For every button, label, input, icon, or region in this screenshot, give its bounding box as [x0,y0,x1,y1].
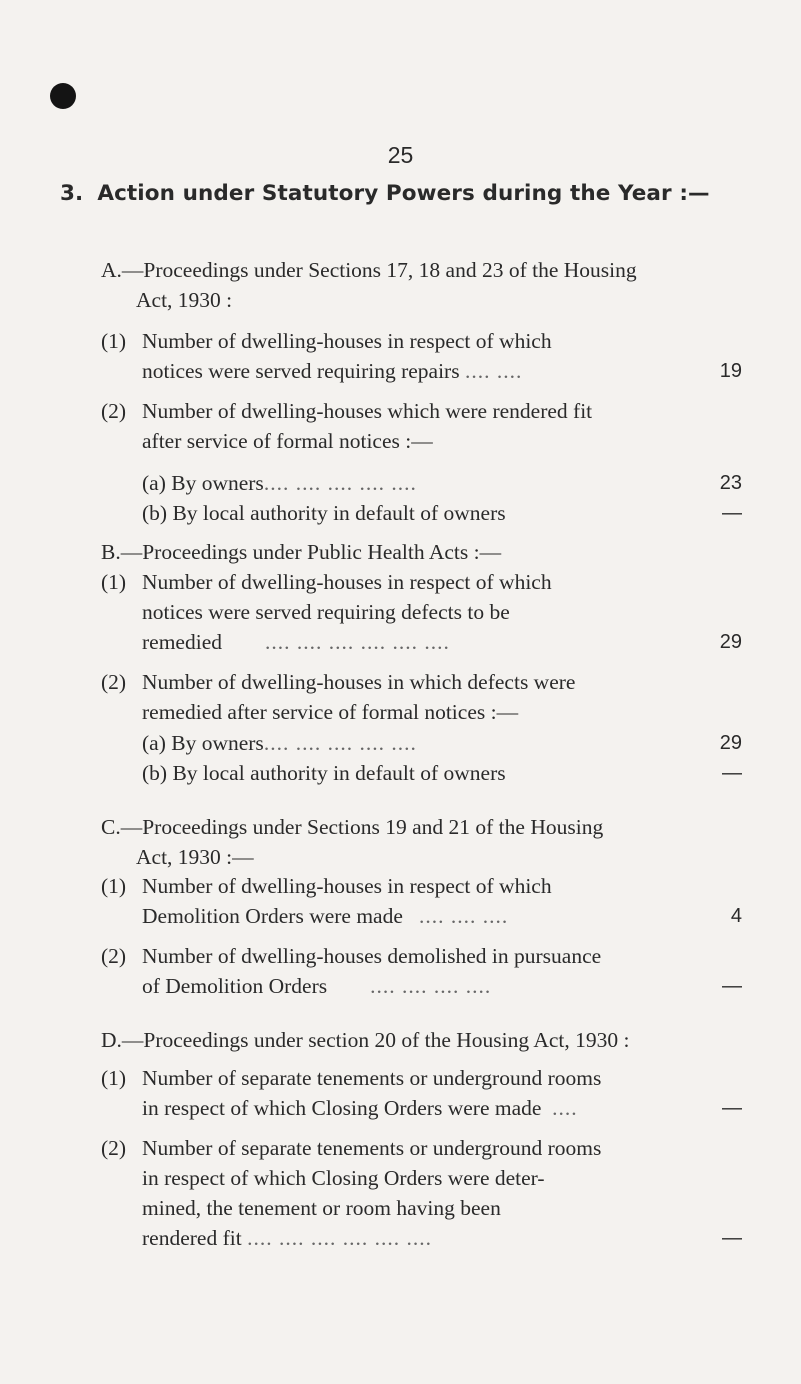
item-text-line: in respect of which Closing Orders were made [142,1096,542,1120]
item-text-line: notices were served requiring repairs [142,359,460,383]
item-number: (1) [101,329,127,353]
section-a-label-cont: Act, 1930 : [136,288,233,312]
item-text-line: Number of dwelling-houses in which defects were [142,670,576,694]
dot-leader: .... [552,1096,578,1120]
section-c-heading [101,812,603,872]
item-text-line: Number of separate tenements or underground rooms [142,1066,602,1090]
section-c-label: C.—Proceedings under Sections 19 and 21 of the Housing [101,815,604,839]
section-b-item-2 [101,667,737,727]
section-a-subitem-b [142,498,737,528]
item-text-line: Number of separate tenements or underground rooms [142,1136,602,1160]
dot-leader: .... .... .... [419,904,509,928]
dot-leader: .... .... [464,359,523,383]
section-c-item-1 [101,871,737,931]
dot-leader: .... .... .... .... [370,974,492,998]
subitem-label: (b) By local authority in default of owners [142,501,506,525]
dot-leader: .... .... .... .... .... .... [265,630,450,654]
subitem-label: (a) By owners [142,471,264,495]
item-number: (2) [101,1136,127,1160]
heading-title: Action under Statutory Powers during the Year :— [97,181,710,206]
item-number: (1) [101,570,127,594]
dot-leader: .... .... .... .... .... [263,731,417,755]
value-a-2a: 23 [719,472,742,494]
section-d-item-2 [101,1133,737,1253]
item-text-line: notices were served requiring defects to be [142,600,510,624]
section-b-heading [101,537,501,567]
section-b-subitem-b [142,758,737,788]
item-text-line: Number of dwelling-houses in respect of which [142,329,552,353]
heading-number: 3. [60,181,84,206]
section-a-heading [101,255,637,315]
value-c-2: — [722,975,742,997]
value-b-2b: — [722,762,742,784]
dot-leader: .... .... .... .... .... [263,471,417,495]
item-text-line: mined, the tenement or room having been [142,1196,501,1220]
value-c-1: 4 [730,905,742,927]
value-d-1: — [722,1097,742,1119]
item-text-line: Demolition Orders were made [142,904,403,928]
item-text-line: remedied after service of formal notices :— [142,700,519,724]
value-b-1: 29 [719,631,742,653]
item-text-line: Number of dwelling-houses demolished in pursuance [142,944,602,968]
subitem-label: (b) By local authority in default of owners [142,761,506,785]
item-text-line: remedied [142,630,222,654]
item-number: (2) [101,399,127,423]
section-b-subitem-a [142,728,737,758]
item-text-line: rendered fit [142,1226,242,1250]
item-text-line: after service of formal notices :— [142,429,433,453]
section-a-label: A.—Proceedings under Sections 17, 18 and 23 of the Housing [101,258,637,282]
section-b-label: B.—Proceedings under Public Health Acts :— [101,540,502,564]
section-b-item-1 [101,567,737,657]
page-number: 25 [387,142,414,168]
item-text-line: Number of dwelling-houses in respect of which [142,570,552,594]
item-number: (2) [101,670,127,694]
section-d-label: D.—Proceedings under section 20 of the Housing Act, 1930 : [101,1028,630,1052]
section-a-item-1 [101,326,737,386]
item-text-line: Number of dwelling-houses which were rendered fit [142,399,593,423]
item-text-line: of Demolition Orders [142,974,328,998]
section-heading [60,181,710,206]
subitem-label: (a) By owners [142,731,264,755]
item-number: (1) [101,874,127,898]
item-number: (2) [101,944,127,968]
section-c-item-2 [101,941,737,1001]
section-a-subitem-a [142,468,737,498]
value-b-2a: 29 [719,732,742,754]
item-number: (1) [101,1066,127,1090]
item-text-line: Number of dwelling-houses in respect of which [142,874,552,898]
section-d-heading [101,1025,629,1055]
item-text-line: in respect of which Closing Orders were deter- [142,1166,545,1190]
section-a-item-2 [101,396,737,456]
section-c-label-cont: Act, 1930 :— [136,845,254,869]
value-a-2b: — [722,502,742,524]
punch-hole-mark [50,83,76,109]
dot-leader: .... .... .... .... .... .... [247,1226,432,1250]
value-d-2: — [722,1227,742,1249]
value-a-1: 19 [719,360,742,382]
section-d-item-1 [101,1063,737,1123]
